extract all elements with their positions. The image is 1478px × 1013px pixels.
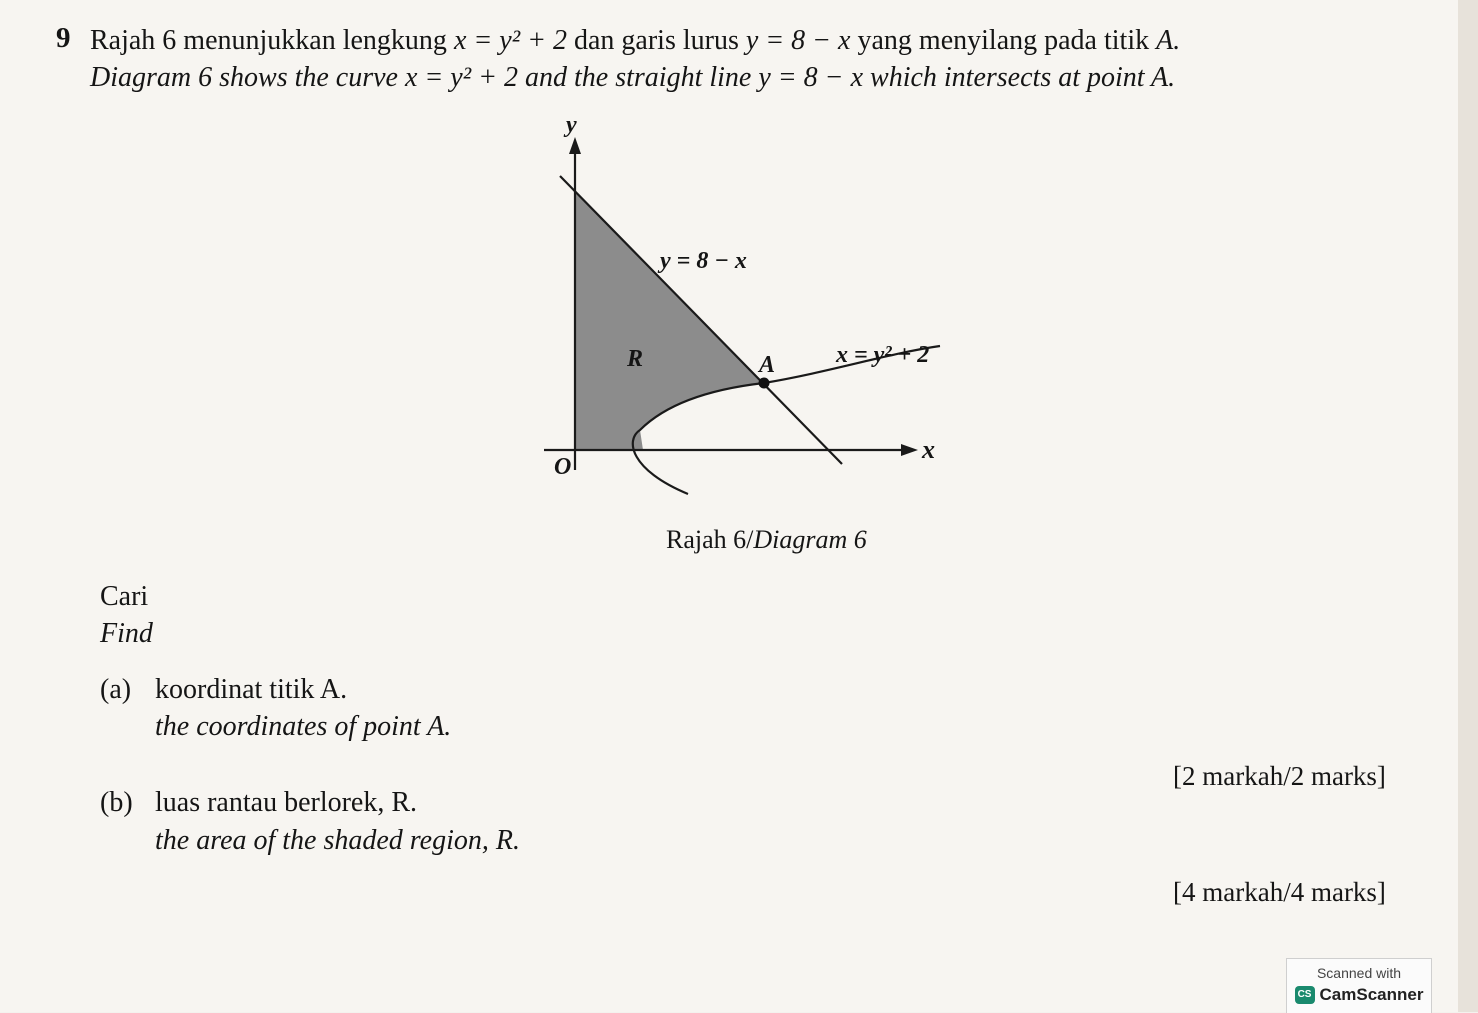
page-edge (1458, 0, 1478, 1012)
malay-text-mid: dan garis lurus (573, 25, 739, 56)
malay-line-equation: y = 8 − x (745, 25, 851, 56)
find-malay: Cari (100, 581, 149, 612)
english-text-mid: and the straight line (525, 62, 752, 93)
y-axis-arrow (569, 137, 581, 154)
watermark-line2-wrap (1287, 985, 1431, 1005)
diagram-6 (530, 110, 970, 510)
camscanner-logo-icon: CS (1295, 986, 1315, 1004)
question-number: 9 (56, 22, 71, 54)
part-b-malay: luas rantau berlorek, R. (155, 787, 418, 818)
origin-label: O (554, 454, 572, 480)
point-a-label: A (759, 352, 776, 378)
x-axis-label: x (922, 435, 935, 464)
point-a-marker (759, 378, 770, 389)
english-curve-equation: x = y² + 2 (404, 62, 519, 93)
x-axis-arrow (901, 444, 918, 456)
find-english: Find (100, 618, 153, 649)
malay-text-post: yang menyilang pada titik (857, 25, 1150, 56)
english-text-post: which intersects at point A. (870, 62, 1176, 93)
part-b-label: (b) (100, 787, 133, 818)
english-text-pre: Diagram 6 shows the curve (90, 62, 398, 93)
caption-malay: Rajah 6/ (666, 525, 754, 554)
part-a-english: the coordinates of point A. (155, 711, 452, 742)
part-a-malay: koordinat titik A. (155, 674, 348, 705)
english-line-equation: y = 8 − x (758, 62, 864, 93)
malay-curve-equation: x = y² + 2 (453, 25, 567, 56)
y-axis-label: y (566, 112, 577, 138)
curve-equation-label: x = y² + 2 (836, 342, 930, 368)
part-a-label: (a) (100, 674, 132, 705)
part-b-english: the area of the shaded region, R. (155, 825, 520, 856)
watermark-brand: CamScanner (1319, 985, 1424, 1004)
part-b-marks: [4 markah/4 marks] (1173, 877, 1386, 907)
question-line-english (90, 61, 1175, 95)
malay-text-pre: Rajah 6 menunjukkan lengkung (90, 25, 447, 56)
shaded-region-r (575, 192, 764, 450)
watermark-line1: Scanned with (1316, 965, 1402, 981)
line-equation-label: y = 8 − x (660, 248, 747, 274)
question-line-malay (90, 24, 1180, 58)
region-r-label: R (627, 346, 644, 372)
malay-point-label: A. (1156, 25, 1181, 56)
caption-english: Diagram 6 (753, 525, 867, 554)
camscanner-watermark (1286, 958, 1432, 1013)
part-a-marks: [2 markah/2 marks] (1173, 761, 1386, 791)
diagram-caption (666, 524, 867, 556)
